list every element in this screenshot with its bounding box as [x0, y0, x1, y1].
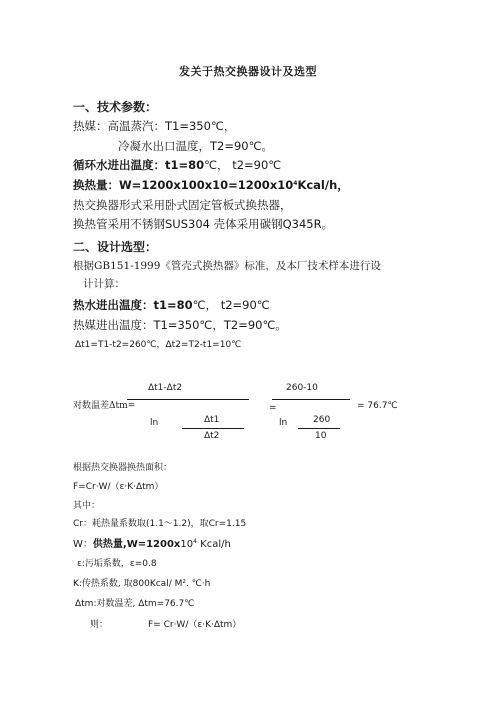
text-circulating-water-temp: [73, 160, 281, 172]
text-heat-medium: 热媒：高温蒸汽：T1=350℃，: [73, 119, 236, 133]
heat-supply-label: 供热量,W=1200x: [92, 539, 181, 550]
text-standard-reference: 根据GB151-1999《管壳式换热器》标准，及本厂技术样本进行设: [73, 260, 381, 272]
text-heat-supply: [73, 539, 231, 550]
text-area-basis: 根据热交换器换热面积：: [73, 463, 173, 473]
circulating-water-label: 循环水进出温度：t1=80: [73, 158, 205, 172]
hot-water-values: ℃， t2=90℃: [192, 298, 270, 312]
text-then: 则：: [90, 620, 109, 630]
text-condensate-outlet: 冷凝水出口温度，T2=90℃。: [118, 139, 274, 153]
heat-supply-base: 10: [180, 539, 194, 550]
formula-inner-bottom-2: 10: [315, 431, 327, 441]
text-heat-medium-temp: 热媒进出温度：T1=350℃，T2=90℃。: [73, 318, 287, 332]
heat-load-unit: Kcal/h，: [297, 178, 349, 192]
formula-equals: =: [269, 403, 277, 413]
text-cr-coefficient: Cr：耗热量系数取(1.1～1.2)，取Cr=1.15: [73, 519, 247, 529]
formula-numerator-1: Δt1-Δt2: [148, 383, 183, 393]
text-heat-transfer-coefficient: K:传热系数, 取800Kcal/ M². ℃·h: [73, 579, 211, 589]
formula-inner-bar-1: [182, 428, 244, 429]
text-tube-material: 换热管采用不锈钢SUS304 壳体采用碳钢Q345R。: [73, 217, 334, 231]
formula-inner-bar-2: [298, 428, 340, 429]
text-calculation: 计计算：: [83, 278, 125, 290]
heat-load-exponent: 4: [293, 180, 298, 187]
heat-supply-unit: Kcal/h: [196, 539, 231, 550]
circulating-water-values: ℃， t2=90℃: [204, 158, 282, 172]
text-delta-temps: Δt1=T1-t2=260℃，Δt2=T2-t1=10℃: [75, 340, 242, 350]
page-title: 发关于热交换器设计及选型: [179, 65, 317, 78]
text-area-formula: F=Cr·W/（ε·K·Δtm）: [73, 482, 164, 492]
formula-result: = 76.7℃: [357, 401, 398, 411]
text-where: 其中：: [73, 501, 101, 511]
section-heading-tech-params: 一、技术参数：: [73, 100, 158, 114]
formula-inner-top-1: Δt1: [204, 415, 220, 425]
formula-inner-bottom-1: Δt2: [204, 431, 220, 441]
text-heat-load: [73, 180, 349, 192]
text-fouling-factor: ε:污垢系数，ε=0.8: [77, 559, 157, 569]
formula-ln-1: ln: [150, 418, 159, 428]
formula-ln-2: ln: [279, 418, 288, 428]
hot-water-label: 热水进出温度：t1=80: [73, 298, 193, 312]
text-final-formula: F= Cr·W/（ε·K·Δtm）: [148, 620, 242, 630]
formula-inner-top-2: 260: [313, 415, 331, 425]
heat-supply-prefix: W：: [73, 539, 93, 550]
heat-load-formula: 换热量：W=1200x100x10=1200x10: [73, 178, 294, 192]
text-log-mean-temp: Δtm:对数温差, Δtm=76.7℃: [75, 599, 195, 609]
formula-label: 对数温差Δtm=: [73, 401, 136, 411]
text-hot-water-temp: [73, 300, 270, 312]
formula-fraction-bar-1: [127, 399, 249, 400]
formula-numerator-2: 260-10: [286, 383, 318, 393]
formula-fraction-bar-2: [272, 399, 350, 400]
heat-supply-exponent: 4: [193, 538, 197, 545]
section-heading-design: 二、设计选型：: [73, 240, 158, 254]
text-exchanger-type: 热交换器形式采用卧式固定管板式换热器，: [73, 198, 292, 212]
